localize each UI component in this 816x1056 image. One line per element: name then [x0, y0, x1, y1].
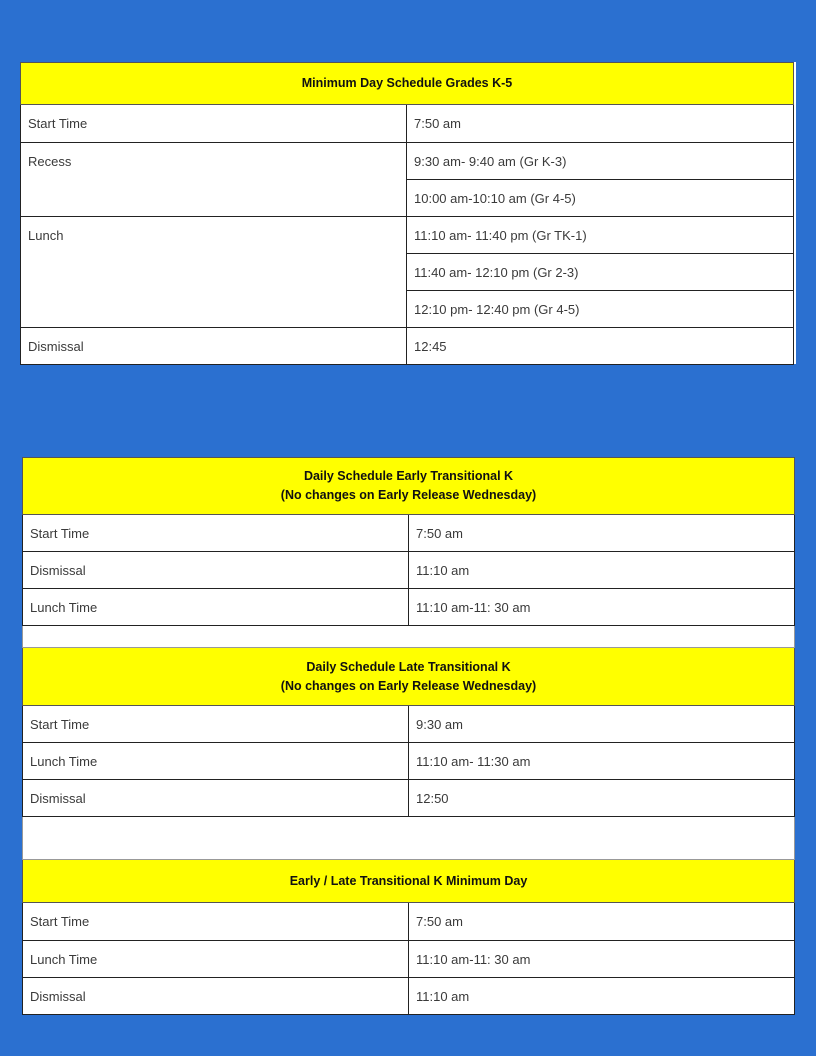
row-label: Recess: [21, 143, 407, 217]
spacer-row: [23, 817, 795, 860]
row-value: 11:10 am-11: 30 am: [409, 589, 795, 626]
table-row: [23, 903, 795, 941]
transitional-k-schedule-table: [22, 457, 795, 1015]
row-value: 7:50 am: [409, 903, 795, 941]
row-label: Lunch Time: [23, 941, 409, 978]
table-row: [23, 941, 795, 978]
row-label: Start Time: [23, 515, 409, 552]
row-value: 11:40 am- 12:10 pm (Gr 2-3): [407, 254, 794, 291]
row-label: Start Time: [21, 105, 407, 143]
row-value: 11:10 am: [409, 978, 795, 1015]
table-row: [23, 589, 795, 626]
row-value: 11:10 am: [409, 552, 795, 589]
table-row: [21, 217, 794, 254]
row-label: Start Time: [23, 706, 409, 743]
row-label: Lunch Time: [23, 589, 409, 626]
row-value: 12:45: [407, 328, 794, 365]
table-row: [21, 328, 794, 365]
table-row: [21, 143, 794, 180]
title-line-2: (No changes on Early Release Wednesday): [280, 488, 537, 502]
table-row: [23, 706, 795, 743]
row-label: Lunch: [21, 217, 407, 328]
row-value: 11:10 am- 11:30 am: [409, 743, 795, 780]
row-label: Lunch Time: [23, 743, 409, 780]
row-value: 12:10 pm- 12:40 pm (Gr 4-5): [407, 291, 794, 328]
title-line-1: Daily Schedule Early Transitional K: [303, 469, 514, 483]
table-title: Minimum Day Schedule Grades K-5: [21, 63, 794, 105]
row-value: 10:00 am-10:10 am (Gr 4-5): [407, 180, 794, 217]
minimum-day-schedule-table: [20, 62, 794, 365]
row-label: Start Time: [23, 903, 409, 941]
table-row: [23, 780, 795, 817]
row-label: Dismissal: [21, 328, 407, 365]
title-line-2: (No changes on Early Release Wednesday): [280, 678, 537, 693]
row-value: 11:10 am- 11:40 pm (Gr TK-1): [407, 217, 794, 254]
table-row: [23, 552, 795, 589]
row-label: Dismissal: [23, 780, 409, 817]
spacer-row: [23, 626, 795, 648]
row-value: 9:30 am: [409, 706, 795, 743]
table-row: [21, 105, 794, 143]
row-value: 7:50 am: [407, 105, 794, 143]
row-label: Dismissal: [23, 978, 409, 1015]
table-title: [23, 648, 795, 706]
row-value: 7:50 am: [409, 515, 795, 552]
table-title: [23, 458, 795, 515]
row-value: 9:30 am- 9:40 am (Gr K-3): [407, 143, 794, 180]
row-value: 11:10 am-11: 30 am: [409, 941, 795, 978]
row-label: Dismissal: [23, 552, 409, 589]
title-line-1: Daily Schedule Late Transitional K: [306, 659, 511, 674]
table-row: [23, 743, 795, 780]
table-row: [23, 978, 795, 1015]
table-title: Early / Late Transitional K Minimum Day: [23, 860, 795, 903]
table-row: [23, 515, 795, 552]
row-value: 12:50: [409, 780, 795, 817]
